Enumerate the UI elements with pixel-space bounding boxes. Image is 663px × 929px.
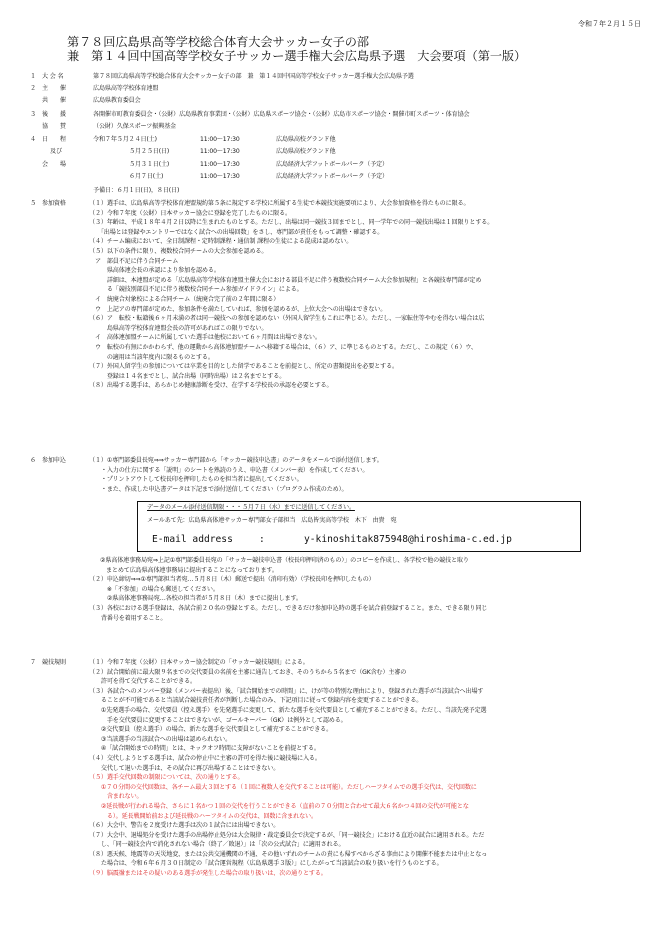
- section-body: [89, 199, 493, 391]
- schedule-venue: 広島県高校グランド他: [276, 148, 336, 155]
- paragraph-line: た場合は、令和６年６月３０日制定の「試合運営規程（広島県選手３版）」にしたがって当該試合の取り扱いを行うものとする。: [89, 860, 443, 868]
- schedule-spare-days: 予備日：６月１日(日)，８日(日): [93, 187, 180, 194]
- section-text: 広島県教育委員会: [93, 97, 141, 104]
- schedule-time: 11:00～17:30: [200, 136, 240, 143]
- paragraph-line: る「競技別部員不足に伴う複数校合同チーム参加ガイドライン」による。: [89, 286, 303, 294]
- paragraph-line: （３）各試合へのメンバー登録（メンバー表提出）後、「試合開始までの時間」に、けが等の特別な理由により、登録された選手が当該試合へ出場す: [89, 687, 484, 695]
- section-label: 参加資格: [42, 200, 66, 207]
- section-label: 主 催: [42, 85, 66, 92]
- submission-deadline: データのメール添付送信期限・・・５月７日（水）までに送信してください。: [147, 504, 355, 511]
- paragraph-line: （５）以下の条件に限り、複数校合同チームの大会参加を認める。: [89, 247, 268, 255]
- title-line-1: 第７８回広島県高等学校総合体育大会サッカー女子の部: [67, 35, 369, 49]
- schedule-date: ６月７日(土): [129, 173, 164, 180]
- paragraph-line: （３）年齢は、平成１８年４月２日以降に生まれたものとする。ただし、出場は同一競技３回までとし、同一学年での同一競技出場は１回限りとする。: [89, 219, 494, 227]
- section-label: 後 援: [42, 111, 66, 118]
- paragraph-line: まとめて広島県高体連事務局に提出することになっております。: [100, 566, 278, 574]
- section-label: 及び: [50, 148, 62, 155]
- document-date: 令和７年２月１５日: [578, 20, 641, 28]
- paragraph-line: ウ 転校の有無にかかわらず、他の運動から高体連加盟チームへ移籍する場合は、（６）ア、に準じるものとする。ただし、この規定（６）ウ、: [89, 343, 477, 351]
- schedule-time: 11:00～17:30: [200, 173, 240, 180]
- section-number: ２: [30, 85, 36, 92]
- schedule-time: 11:00～17:30: [200, 161, 240, 168]
- paragraph-line: （６）大会中、警告を２度受けた選手は次の１試合には出場できない。: [89, 822, 280, 830]
- schedule-venue: 広島県高校グランド他: [276, 136, 336, 143]
- section-number: １: [30, 73, 36, 80]
- section-body: [89, 658, 487, 879]
- schedule-venue: 広島経済大学フットボールパーク（予定）: [276, 161, 388, 168]
- paragraph-line: 許可を得て交代することができる。: [89, 678, 196, 686]
- paragraph-line: ・また、作成した申込書データは下記まで添付送信してください（プログラム作成のため）。: [89, 485, 348, 493]
- paragraph-line: ①先発選手の場合、交代要員（控え選手）を先発選手に変更して、新たな選手を交代要員として補充することができる。ただし、当該先発予定選: [89, 706, 487, 714]
- paragraph-line: ③当該選手の当該試合への出場は認められない。: [89, 735, 232, 743]
- section-label: 共 催: [42, 97, 66, 104]
- substitution-rule-line: ②延長戦が行われる場合、さらに１名かつ１回の交代を行うことができる（直前の７０分間と合わせて最大６名かつ４回の交代が可能とな: [89, 802, 469, 810]
- section-label: 会 場: [42, 161, 66, 168]
- paragraph-line: ウ 上記アの専門部が定めた、参加条件を満たしていれば、参加を認めるが、上位大会への出場はできない。: [89, 305, 387, 313]
- paragraph-line: （１）令和７年度（公財）日本サッカー協会制定の「サッカー競技規則」による。: [89, 659, 309, 666]
- paragraph-line: （２）申込締切⇒⇒①専門部担当者宛…５月８日（木）郵送で提出（消印有効）（学校長印を押印したもの）: [89, 576, 375, 584]
- paragraph-line: し、「同一競技会内で消化されない場合（終了／敗退）」は「次の公式試合」に適用される。: [89, 841, 345, 849]
- schedule-time: 11:00～17:30: [200, 148, 240, 155]
- paragraph-line: （７）大会中、退場処分を受けた選手の出場停止処分は大会規律・裁定委員会で決定するが、「同一競技会」における直近の試合に適用される。ただ: [89, 831, 485, 839]
- paragraph-line: 詳細は、本連盟が定める「広島県高等学校体育連盟主催大会における部員不足に伴う複数校合同チーム大会参加規程」と各競技専門部が定め: [89, 276, 482, 284]
- schedule-date: ５月２５日(日): [129, 148, 170, 155]
- section-body: [89, 456, 383, 494]
- email-submission-box: [137, 501, 581, 552]
- paragraph-line: イ 統廃合対象校による合同チーム（統廃合完了前の２年間に限る）: [89, 295, 280, 303]
- section-number: ４: [30, 136, 36, 143]
- section-text: 各開催市町教育委員会・（公財）広島県教育事業団・（公財）広島県スポーツ協会・（公財）広島市スポーツ協会・開催市町スポーツ・体育協会: [93, 111, 470, 118]
- paragraph-line: ④「試合開始までの時間」とは、キックオフ時間に支障がないことを前提とする。: [89, 745, 320, 753]
- section-label: 競技規則: [42, 659, 66, 666]
- paragraph-line: （８）出場する選手は、あらかじめ健康診断を受け、在学する学校長の承認を必要とする。: [89, 382, 333, 390]
- paragraph-line: 「出場とは登録やエントリーではなく試合への出場回数」をさし、専門部が責任をもって調整・確認する。: [89, 228, 384, 236]
- paragraph-line: ※「不参加」の場合も郵送してください。: [89, 585, 219, 593]
- paragraph-line: （１）①専門部委員長宛⇒⇒サッカー専門部から「サッカー競技申込書」のデータをメールで添付送信します。: [89, 457, 383, 464]
- mail-recipient: メールあて先：広島県高体連サッカー専門部女子部担当 広島皆実高等学校 木下 由貴 宛: [147, 517, 397, 524]
- section-text: （公財）久保スポーツ振興基金: [93, 123, 176, 130]
- paragraph-line: ②交代要員（控え選手）の場合、新たな選手を交代要員として補充することができる。: [89, 726, 333, 734]
- section-label: 大 会 名: [42, 73, 64, 80]
- schedule-venue: 広島経済大学フットボールパーク（予定）: [276, 173, 388, 180]
- email-address-link[interactable]: y-kinoshitak875948@hiroshima-c.ed.jp: [304, 534, 512, 545]
- paragraph-line: （７）外国人留学生の参加については卒業を目的とした留学であることを前提とし、所定の書類提出を必要とする。: [89, 363, 398, 371]
- substitution-rule-line: ①７０分間の交代回数は、各チーム最大３回とする（１回に複数人を交代することは可能）。ただしハーフタイムでの選手交代は、交代回数に: [89, 783, 477, 791]
- substitution-rule-line: （５）選手交代回数の制限については、次の通りとする。: [89, 774, 244, 782]
- section-number: ５: [30, 200, 36, 207]
- schedule-date: ５月３１日(土): [129, 161, 170, 168]
- section-label: 参加申込: [42, 457, 66, 464]
- paragraph-line: イ 高体連加盟チームに所属していた選手は他校において６ヶ月間は出場できない。: [89, 334, 321, 342]
- section-label: 協 賛: [42, 123, 66, 130]
- substitution-rule-line: 含まれない。: [89, 793, 143, 801]
- paragraph-line: 背番号を着用すること。: [89, 614, 167, 622]
- paragraph-line: ②県高体連事務局宛…各校の担当者が５月８日（木）までに提出します。: [89, 595, 302, 603]
- paragraph-line: （４）チーム編成において、全日制課程・定時制課程・通信制 課程の生徒による混成は認めない。: [89, 238, 353, 246]
- paragraph-line: （６）ア 転校・転籍後６ヶ月未満の者は同一競技への参加を認めない（外国人留学生もこれに準じる）。ただし、一家転住等やむを得ない場合は広: [89, 315, 485, 323]
- concussion-rule-line: （９）脳震盪またはその疑いのある選手が発生した場合の取り扱いは、次の通りとする。: [89, 870, 327, 878]
- section-body: [89, 556, 487, 623]
- paragraph-line: 手を交代要員に変更することはできないが、ゴールキーパー（GK）は例外として認める。: [89, 716, 347, 724]
- paragraph-line: 島県高等学校体育連盟会長の許可があればこの限りでない。: [89, 324, 268, 332]
- section-text: 第７８回広島県高等学校総合体育大会サッカー女子の部 兼 第１４回中国高等学校女子サッカー選手権大会広島県予選: [93, 73, 414, 80]
- section-label: 日 程: [42, 136, 66, 143]
- title-line-2: 兼 第１４回中国高等学校女子サッカー選手権大会広島県予選 大会要項（第一版）: [67, 49, 527, 63]
- paragraph-line: ア 部員不足に伴う合同チーム: [89, 257, 179, 265]
- paragraph-line: ・入力の仕方に関する「説明」のシートを熟読のうえ、申込書（メンバー表）を作成してください。: [89, 466, 369, 474]
- paragraph-line: （２）令和７年度（公財）日本サッカー協会に登録を完了したものに限る。: [89, 209, 291, 217]
- email-separator: :: [259, 534, 265, 545]
- paragraph-line: ることが不可能であると当該試合競技責任者が判断した場合のみ、下記項目に従って登録内容を変更することができる。: [89, 697, 423, 705]
- paragraph-line: （４）交代しようとする選手は、試合の停止中に主審の許可を得た後に競技場に入る。: [89, 754, 321, 762]
- paragraph-line: （３）各校における選手登録は、各試合前２０名の登録とする。ただし、できるだけ参加申込時の選手を試合前登録すること。また、できる限り同じ: [89, 604, 488, 612]
- schedule-date: 令和７年５月２４日(土): [93, 136, 157, 143]
- section-number: ７: [30, 659, 36, 666]
- paragraph-line: 交代して退いた選手は、その試合に再び出場することはできない。: [89, 764, 280, 772]
- paragraph-line: ②県高体連事務局宛⇒上記①専門部委員長宛の「サッカー競技申込書（校長印押印済のもの）」のコピーを作成し、各学校で他の競技と取り: [100, 557, 469, 564]
- substitution-rule-line: る）。延長戦開始前および延長戦のハーフタイムの交代は、回数に含まれない。: [89, 812, 317, 820]
- paragraph-line: （１）選手は、広島県高等学校体育連盟規約第５条に規定する学校に所属する生徒で本競技実施要項により、大会参加資格を得たものに限る。: [89, 200, 470, 207]
- paragraph-line: 登録は１４名までとし、試合出場（同時出場）は２名までとする。: [89, 372, 286, 380]
- email-label: E-mail address: [152, 534, 233, 545]
- section-number: ３: [30, 111, 36, 118]
- paragraph-line: の適用は当該年度内に限るものとする。: [89, 353, 214, 361]
- paragraph-line: （８）悪天候、地震等の天災地変、または公共交通機関の不通、その他いずれのチームの責にも帰すべからざる事由により開催不能または中止となっ: [89, 850, 488, 858]
- section-number: ６: [30, 457, 36, 464]
- paragraph-line: （２）試合開始前に最大限９名までの交代要員の名前を主審に通告しておき、そのうちから５名まで（GK含む）主審の: [89, 668, 407, 676]
- paragraph-line: ・プリントアウトして校長印を押印したものを担当者に提出してください。: [89, 476, 303, 484]
- paragraph-line: 県高体連会長の承認により参加を認める。: [89, 267, 220, 275]
- section-text: 広島県高等学校体育連盟: [93, 85, 159, 92]
